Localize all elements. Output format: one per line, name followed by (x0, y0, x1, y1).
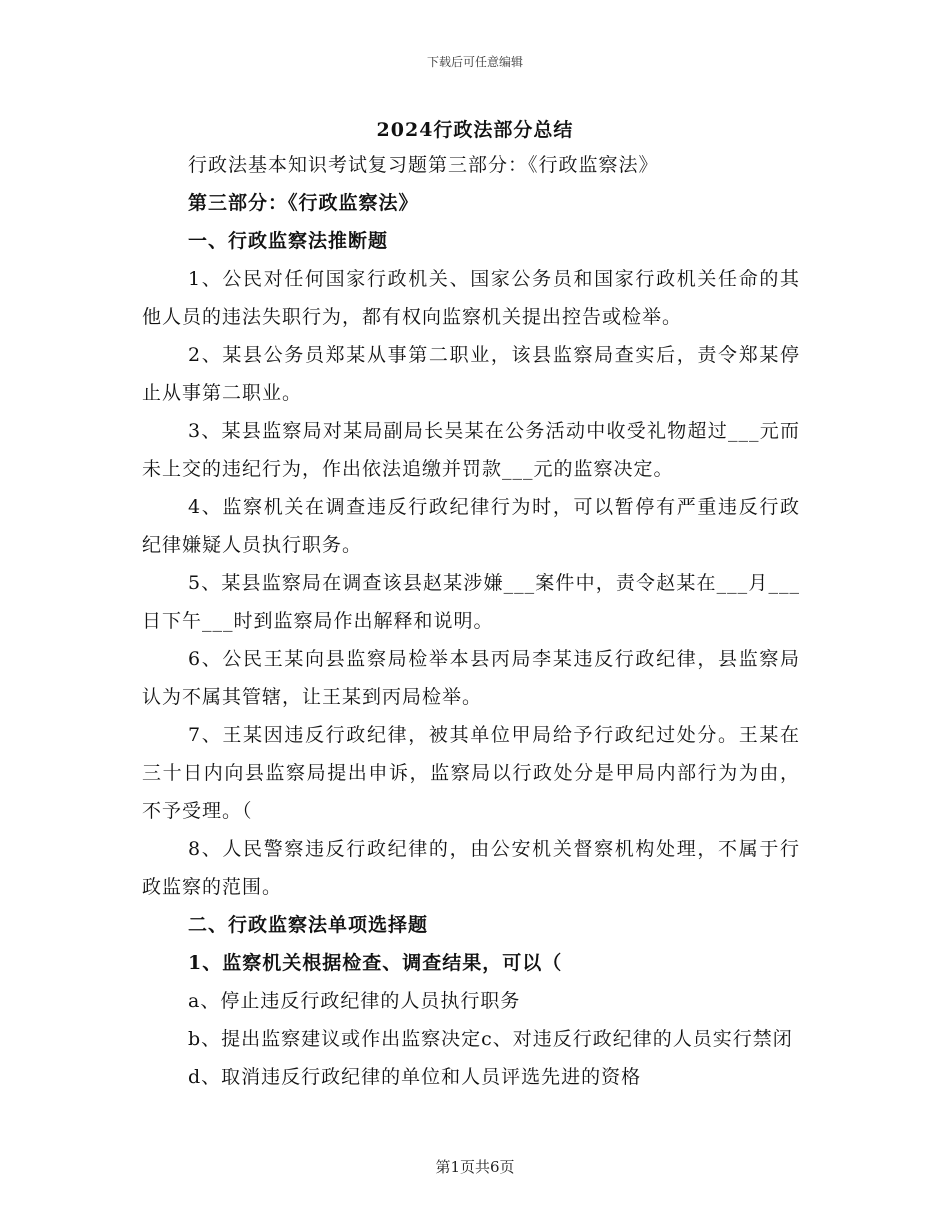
question-paragraph: 3、某县监察局对某局副局长吴某在公务活动中收受礼物超过___元而未上交的违纪行为，作出依法追缴并罚款___元的监察决定。 (142, 420, 800, 480)
choice-option: b、提出监察建议或作出监察决定c、对违反行政纪律的人员实行禁闭 (188, 1028, 793, 1050)
question-paragraph: 7、王某因违反行政纪律，被其单位甲局给予行政纪过处分。王某在三十日内向县监察局提出申诉，监察局以行政处分是甲局内部行为为由，不予受理。（ (142, 724, 800, 822)
question-paragraph: 4、监察机关在调查违反行政纪律行为时，可以暂停有严重违反行政纪律嫌疑人员执行职务。 (142, 496, 800, 556)
question-paragraph: 6、公民王某向县监察局检举本县丙局李某违反行政纪律，县监察局认为不属其管辖，让王某到丙局检举。 (142, 648, 800, 708)
question-paragraph: 2、某县公务员郑某从事第二职业，该县监察局查实后，责令郑某停止从事第二职业。 (142, 344, 800, 404)
document-title: 2024行政法部分总结 (376, 119, 574, 141)
document-body (142, 146, 800, 1096)
choice-option: a、停止违反行政纪律的人员执行职务 (188, 990, 521, 1012)
part-heading: 第三部分：《行政监察法》 (188, 192, 419, 214)
section-heading-true-false: 一、行政监察法推断题 (188, 230, 389, 252)
choice-option: d、取消违反行政纪律的单位和人员评选先进的资格 (188, 1066, 642, 1088)
choice-question: 1、监察机关根据检查、调查结果，可以（ (188, 952, 563, 974)
section-heading-single-choice: 二、行政监察法单项选择题 (188, 914, 429, 936)
subtitle-paragraph: 行政法基本知识考试复习题第三部分：《行政监察法》 (188, 154, 659, 176)
page-number: 第1页共6页 (435, 1158, 515, 1176)
question-paragraph: 1、公民对任何国家行政机关、国家公务员和国家行政机关任命的其他人员的违法失职行为，都有权向监察机关提出控告或检举。 (142, 268, 800, 328)
question-paragraph: 8、人民警察违反行政纪律的，由公安机关督察机构处理，不属于行政监察的范围。 (142, 838, 800, 898)
question-paragraph: 5、某县监察局在调查该县赵某涉嫌___案件中，责令赵某在___月___日下午___时到监察局作出解释和说明。 (142, 572, 800, 632)
download-note: 下载后可任意编辑 (426, 55, 523, 69)
